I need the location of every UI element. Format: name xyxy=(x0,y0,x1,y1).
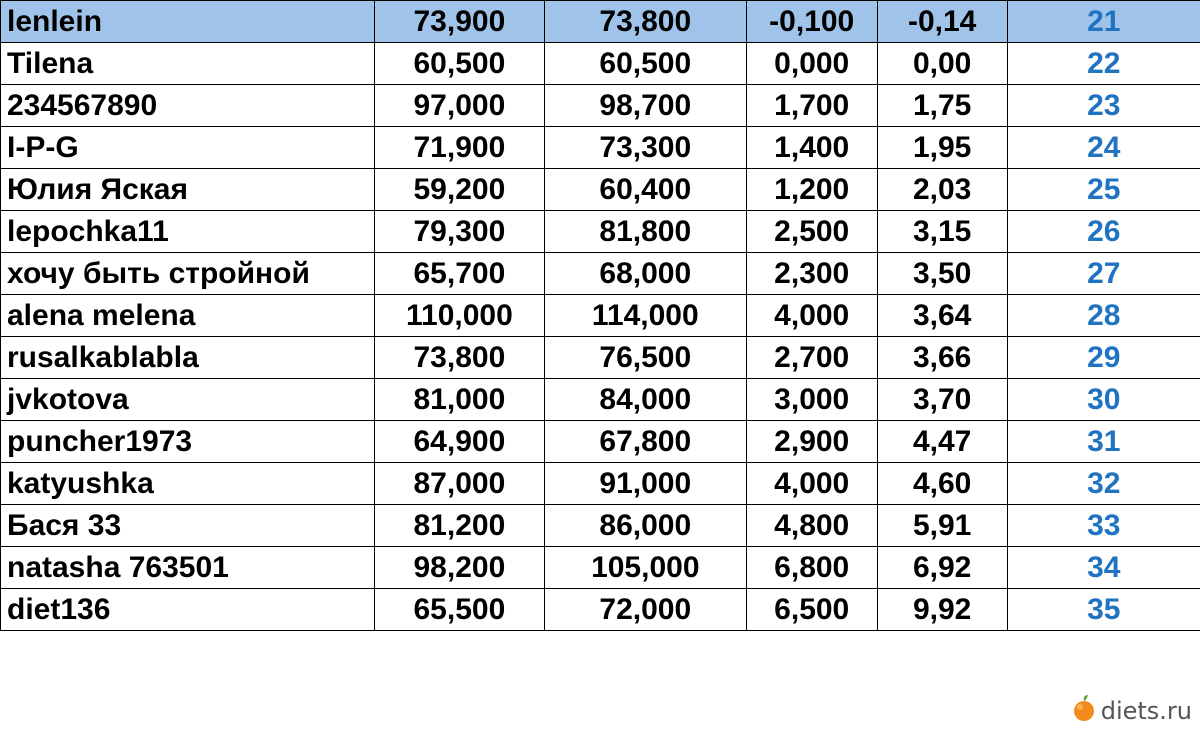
current-weight-cell: 84,000 xyxy=(544,379,746,421)
difference-cell: 4,000 xyxy=(746,463,877,505)
current-weight-cell: 98,700 xyxy=(544,85,746,127)
percent-cell: 1,95 xyxy=(877,127,1007,169)
start-weight-cell: 64,900 xyxy=(374,421,544,463)
rank-cell: 23 xyxy=(1007,85,1200,127)
rank-cell: 21 xyxy=(1007,1,1200,43)
rank-cell: 27 xyxy=(1007,253,1200,295)
start-weight-cell: 110,000 xyxy=(374,295,544,337)
percent-cell: 2,03 xyxy=(877,169,1007,211)
start-weight-cell: 60,500 xyxy=(374,43,544,85)
difference-cell: 2,700 xyxy=(746,337,877,379)
start-weight-cell: 65,500 xyxy=(374,589,544,631)
rank-cell: 24 xyxy=(1007,127,1200,169)
rank-cell: 28 xyxy=(1007,295,1200,337)
difference-cell: 1,700 xyxy=(746,85,877,127)
table-row xyxy=(1,379,1200,421)
start-weight-cell: 73,900 xyxy=(374,1,544,43)
table-row xyxy=(1,253,1200,295)
name-cell: diet136 xyxy=(1,589,375,631)
current-weight-cell: 76,500 xyxy=(544,337,746,379)
start-weight-cell: 98,200 xyxy=(374,547,544,589)
table-row xyxy=(1,169,1200,211)
difference-cell: 1,400 xyxy=(746,127,877,169)
name-cell: jvkotova xyxy=(1,379,375,421)
percent-cell: 4,60 xyxy=(877,463,1007,505)
rank-cell: 35 xyxy=(1007,589,1200,631)
current-weight-cell: 81,800 xyxy=(544,211,746,253)
table-row xyxy=(1,85,1200,127)
name-cell: Бася 33 xyxy=(1,505,375,547)
percent-cell: -0,14 xyxy=(877,1,1007,43)
current-weight-cell: 114,000 xyxy=(544,295,746,337)
start-weight-cell: 73,800 xyxy=(374,337,544,379)
percent-cell: 1,75 xyxy=(877,85,1007,127)
start-weight-cell: 97,000 xyxy=(374,85,544,127)
difference-cell: 6,500 xyxy=(746,589,877,631)
rank-cell: 33 xyxy=(1007,505,1200,547)
name-cell: katyushka xyxy=(1,463,375,505)
table-row xyxy=(1,463,1200,505)
difference-cell: 2,900 xyxy=(746,421,877,463)
start-weight-cell: 81,200 xyxy=(374,505,544,547)
table-row xyxy=(1,1,1200,43)
difference-cell: 6,800 xyxy=(746,547,877,589)
name-cell: I-P-G xyxy=(1,127,375,169)
current-weight-cell: 105,000 xyxy=(544,547,746,589)
percent-cell: 3,66 xyxy=(877,337,1007,379)
table-row xyxy=(1,211,1200,253)
name-cell: Tilena xyxy=(1,43,375,85)
current-weight-cell: 60,500 xyxy=(544,43,746,85)
percent-cell: 6,92 xyxy=(877,547,1007,589)
table-row xyxy=(1,421,1200,463)
current-weight-cell: 67,800 xyxy=(544,421,746,463)
name-cell: lepochka11 xyxy=(1,211,375,253)
name-cell: alena melena xyxy=(1,295,375,337)
name-cell: lenlein xyxy=(1,1,375,43)
table-row xyxy=(1,295,1200,337)
name-cell: Юлия Яская xyxy=(1,169,375,211)
current-weight-cell: 60,400 xyxy=(544,169,746,211)
rank-cell: 30 xyxy=(1007,379,1200,421)
start-weight-cell: 65,700 xyxy=(374,253,544,295)
current-weight-cell: 91,000 xyxy=(544,463,746,505)
difference-cell: 1,200 xyxy=(746,169,877,211)
name-cell: 234567890 xyxy=(1,85,375,127)
table-row xyxy=(1,589,1200,631)
start-weight-cell: 87,000 xyxy=(374,463,544,505)
rank-cell: 26 xyxy=(1007,211,1200,253)
difference-cell: 3,000 xyxy=(746,379,877,421)
name-cell: natasha 763501 xyxy=(1,547,375,589)
start-weight-cell: 59,200 xyxy=(374,169,544,211)
current-weight-cell: 68,000 xyxy=(544,253,746,295)
difference-cell: 4,800 xyxy=(746,505,877,547)
start-weight-cell: 71,900 xyxy=(374,127,544,169)
rank-cell: 29 xyxy=(1007,337,1200,379)
start-weight-cell: 81,000 xyxy=(374,379,544,421)
name-cell: хочу быть стройной xyxy=(1,253,375,295)
difference-cell: 2,500 xyxy=(746,211,877,253)
current-weight-cell: 86,000 xyxy=(544,505,746,547)
watermark-text: diets.ru xyxy=(1100,696,1192,725)
rank-cell: 34 xyxy=(1007,547,1200,589)
difference-cell: -0,100 xyxy=(746,1,877,43)
current-weight-cell: 72,000 xyxy=(544,589,746,631)
rank-cell: 22 xyxy=(1007,43,1200,85)
watermark xyxy=(1071,694,1192,727)
percent-cell: 3,15 xyxy=(877,211,1007,253)
name-cell: rusalkablabla xyxy=(1,337,375,379)
name-cell: puncher1973 xyxy=(1,421,375,463)
rank-cell: 31 xyxy=(1007,421,1200,463)
table-row xyxy=(1,547,1200,589)
current-weight-cell: 73,800 xyxy=(544,1,746,43)
rank-cell: 32 xyxy=(1007,463,1200,505)
percent-cell: 3,50 xyxy=(877,253,1007,295)
difference-cell: 2,300 xyxy=(746,253,877,295)
current-weight-cell: 73,300 xyxy=(544,127,746,169)
percent-cell: 5,91 xyxy=(877,505,1007,547)
table-row xyxy=(1,337,1200,379)
percent-cell: 0,00 xyxy=(877,43,1007,85)
apple-icon xyxy=(1071,694,1097,727)
difference-cell: 4,000 xyxy=(746,295,877,337)
percent-cell: 9,92 xyxy=(877,589,1007,631)
table-row xyxy=(1,127,1200,169)
percent-cell: 4,47 xyxy=(877,421,1007,463)
table-row xyxy=(1,505,1200,547)
start-weight-cell: 79,300 xyxy=(374,211,544,253)
percent-cell: 3,64 xyxy=(877,295,1007,337)
percent-cell: 3,70 xyxy=(877,379,1007,421)
table-row xyxy=(1,43,1200,85)
rank-cell: 25 xyxy=(1007,169,1200,211)
difference-cell: 0,000 xyxy=(746,43,877,85)
